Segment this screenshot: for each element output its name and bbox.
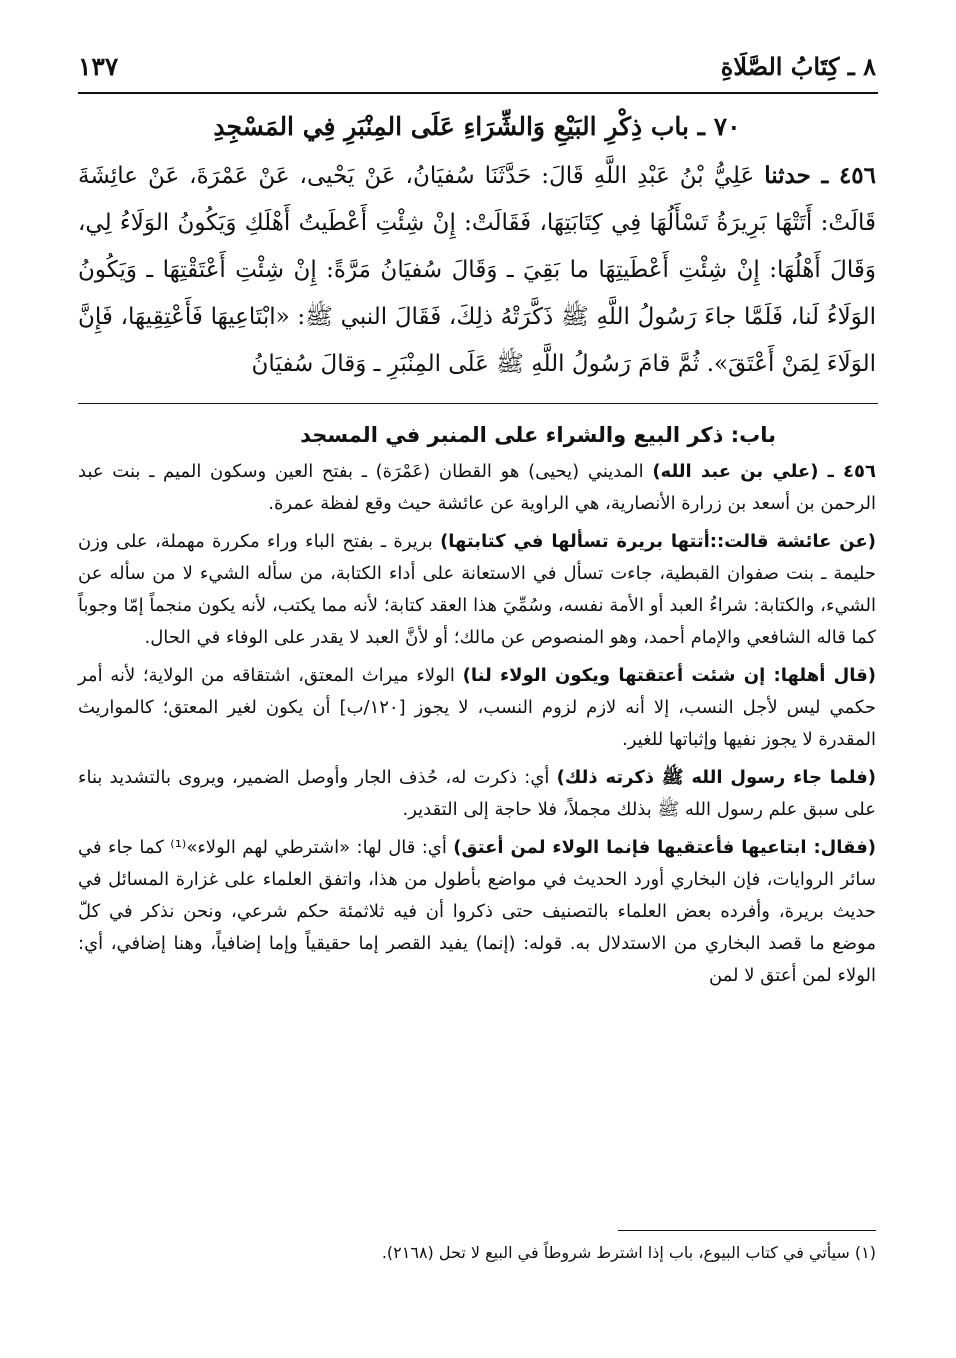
commentary-text: أي: قال لها: «اشترطي لهم الولاء»⁽¹⁾ كما جاء في سائر الروايات، فإن البخاري أورد الحديث في مواضع بأطول من هذا، واتفق العلماء على غزارة المسائل في حديث بريرة، وأفرده بعض العلماء بالتصنيف حتى ذكروا أن فيه ثلاثمئة حكم شرعي، ونحن نذكر في كلّ موضع ما قصد البخاري من الاستدلال به. قوله: (إنما) يفيد القصر إما حقيقياً وإما إضافياً، وهنا إضافي، أي: الولاء لمن أعتق لا لمن <box>78 837 876 986</box>
footnote-rule <box>618 1230 876 1231</box>
running-head <box>78 44 876 88</box>
hadith-body: عَلِيُّ بْنُ عَبْدِ اللَّهِ قَالَ: حَدَّثَنَا سُفيَانُ، عَنْ يَحْيى، عَنْ عَمْرَةَ، عَنْ عائِشَةَ قَالَتْ: أَتَتْهَا بَرِيرَةُ تَسْأَلُهَا فِي كِتَابَتِهَا، فَقَالَتْ: إِنْ شِئْتِ أَعْطَيتُ أَهْلَكِ وَيَكُونُ الوَلَاءُ لِي، وَقَالَ أَهْلُهَا: إِنْ شِئْتِ أَعْطَيتِهَا ما بَقِيَ ـ وَقَالَ سُفيَانُ مَرَّةً: إِنْ شِئْتِ أَعْتَقْتِهَا ـ وَيَكُونُ الوَلَاءُ لَنا، فَلَمَّا جاءَ رَسُولُ اللَّهِ ﷺ ذَكَّرَتْهُ ذلِكَ، فَقَالَ النبي ﷺ: «ابْتَاعِيهَا فَأَعْتِقِيهَا، فَإِنَّ الوَلَاءَ لِمَنْ أَعْتَقَ». ثُمَّ قامَ رَسُولُ اللَّهِ ﷺ عَلَى المِنْبَرِ ـ وَقالَ سُفيَانُ <box>78 163 876 377</box>
chapter-title: ٨ ـ كِتَابُ الصَّلَاةِ <box>720 51 876 81</box>
hadith-section <box>78 102 876 388</box>
commentary-lemma: (فلما جاء رسول الله ﷺ ذكرته ذلك) <box>556 767 876 788</box>
section-divider <box>78 403 878 404</box>
footnote: (١) سيأتي في كتاب البيوع، باب إذا اشترط شروطاً في البيع لا تحل (٢١٦٨). <box>381 1243 876 1262</box>
commentary-title: باب: ذكر البيع والشراء على المنبر في المسجد <box>300 423 776 447</box>
commentary-paragraph <box>78 660 876 756</box>
commentary-text: الولاء ميراث المعتق، اشتقاقه من الولاية؛ لأنه أمر حكمي ليس لأجل النسب، إلا أنه لازم لزوم النسب، لا يجوز [١٢٠/ب] أن يكون لغير المعتق؛ كالمواريث المقدرة لا يجوز نفيها وإثباتها للغير. <box>78 665 876 750</box>
commentary-paragraph <box>78 832 876 992</box>
commentary-paragraph <box>78 526 876 654</box>
commentary-lemma: (عن عائشة قالت::أتتها بريرة تسألها في كتابتها) <box>440 531 877 552</box>
commentary-lemma: ٤٥٦ ـ (علي بن عبد الله) <box>652 461 877 482</box>
commentary-paragraph <box>78 456 876 520</box>
commentary-text: أي: ذكرت له، حُذف الجار وأوصل الضمير، ويروى بالتشديد بناء على سبق علم رسول الله ﷺ بذلك مجملاً، فلا حاجة إلى التقدير. <box>78 767 876 820</box>
commentary-lemma: (فقال: ابتاعيها فأعتقيها فإنما الولاء لمن أعتق) <box>453 837 877 858</box>
header-rule <box>78 92 878 94</box>
commentary-section <box>78 416 876 998</box>
commentary-lemma: (قال أهلها: إن شئت أعتقتها ويكون الولاء لنا) <box>462 665 877 686</box>
commentary-text: بريرة ـ بفتح الباء وراء مكررة مهملة، على وزن حليمة ـ بنت صفوان القبطية، جاءت تسأل في الاستعانة على أداء الكتابة، من سأله الشيء لا من سأله عن الشيء، والكتابة: شراءُ العبد أو الأمة نفسه، وسُمِّيَ هذا العقد كتابة؛ لأنه مما يكتب، لأنه يكون منجماً إمّا وجوباً كما قاله الشافعي والإمام أحمد، وهو المنصوص عن مالك؛ أو لأنَّ العبد لا يقدر على الوفاء في الحال. <box>78 531 876 648</box>
commentary-text: المديني (يحيى) هو القطان (عَمْرَة) ـ بفتح العين وسكون الميم ـ بنت عبد الرحمن بن أسعد بن زرارة الأنصارية، هي الراوية عن عائشة حيث وقع لفظة عمرة. <box>78 461 876 514</box>
page-number: ١٣٧ <box>78 51 119 81</box>
commentary-paragraph <box>78 762 876 826</box>
hadith-text <box>78 152 876 388</box>
hadith-lead: ٤٥٦ ـ حدثنا <box>764 162 876 189</box>
bab-title: ٧٠ ـ باب ذِكْرِ البَيْعِ وَالشِّرَاءِ عَلَى المِنْبَرِ فِي المَسْجِدِ <box>213 112 741 141</box>
